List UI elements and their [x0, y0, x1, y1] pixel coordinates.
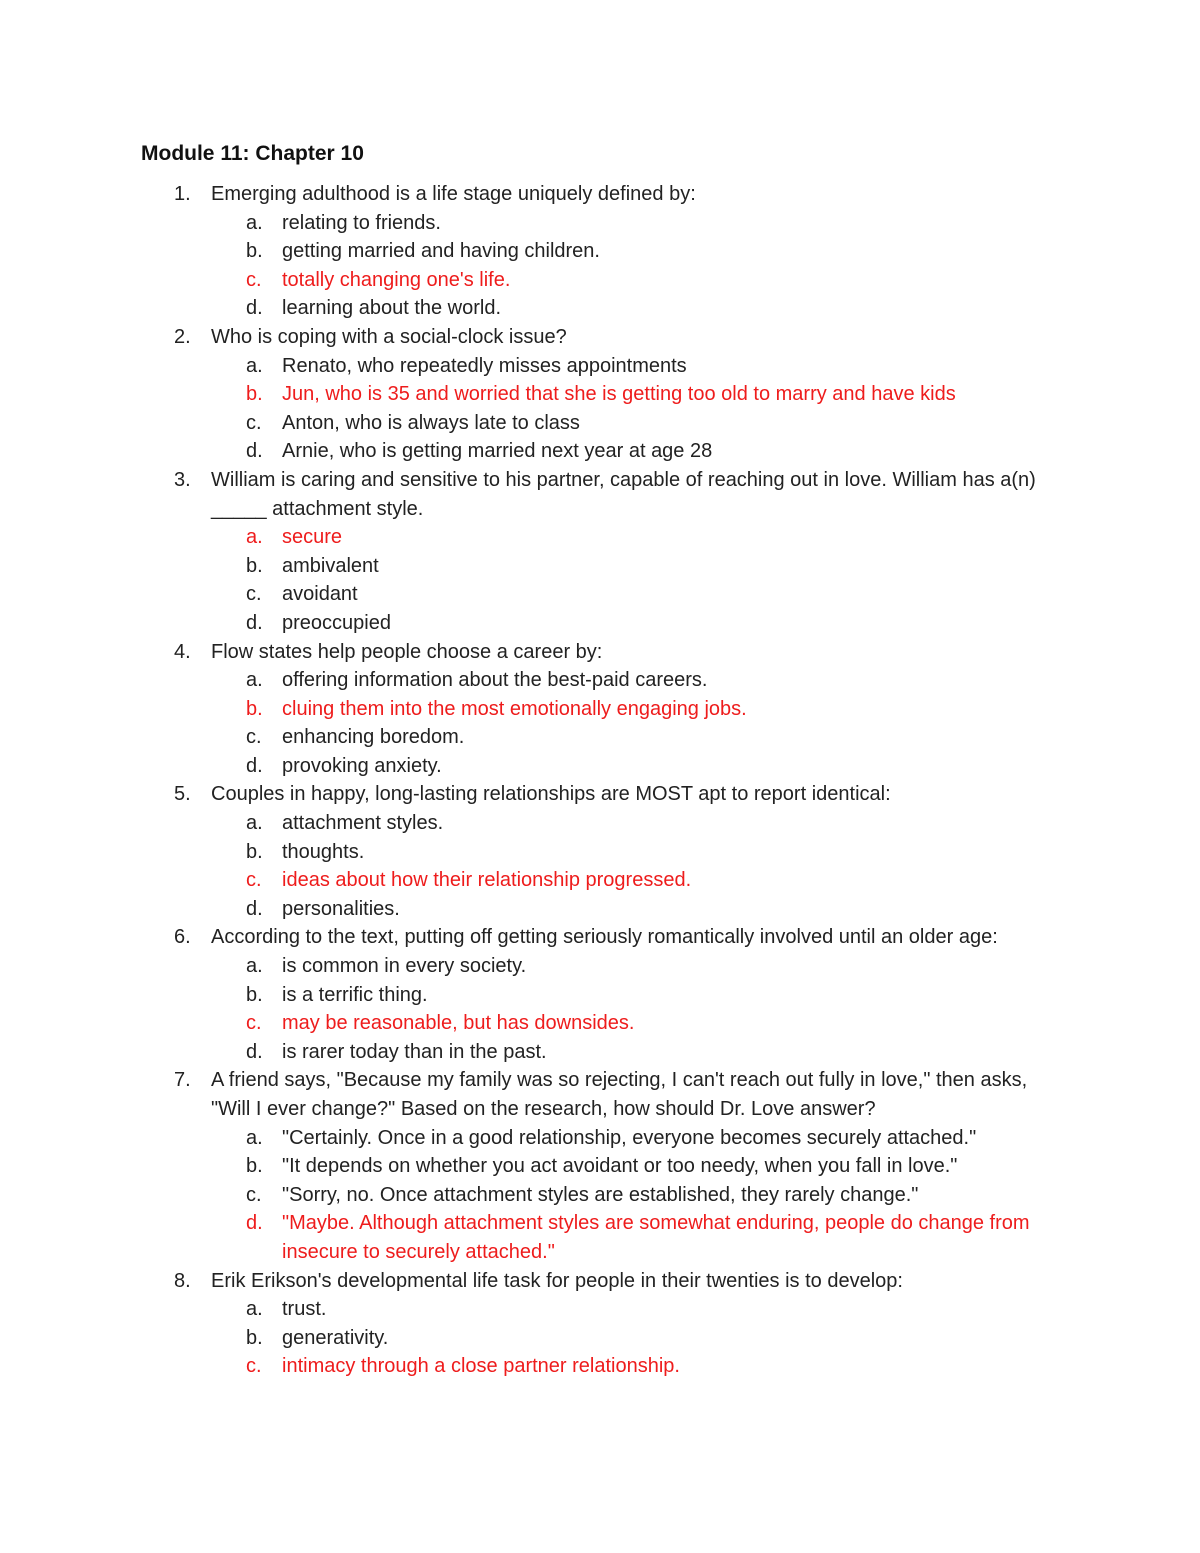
- option-letter: a.: [246, 526, 263, 549]
- option-letter: d.: [246, 611, 263, 634]
- option-letter: a.: [246, 354, 263, 377]
- option-text: attachment styles.: [282, 812, 444, 835]
- option-letter: c.: [246, 1355, 262, 1378]
- question-text: Couples in happy, long-lasting relationships are MOST apt to report identical:: [211, 783, 891, 806]
- option-letter: a.: [246, 1298, 263, 1321]
- option-letter: a.: [246, 812, 263, 835]
- option-text: provoking anxiety.: [282, 754, 442, 777]
- answer-option-correct: [0, 380, 1200, 409]
- option-text: cluing them into the most emotionally engaging jobs.: [282, 697, 747, 720]
- question-text: Who is coping with a social-clock issue?: [211, 325, 567, 348]
- question-number: 7.: [174, 1069, 191, 1092]
- answer-options: [0, 1295, 1200, 1381]
- option-text: learning about the world.: [282, 297, 502, 320]
- option-letter: c.: [246, 1183, 262, 1206]
- option-text: "Certainly. Once in a good relationship, everyone becomes securely attached.": [282, 1126, 977, 1149]
- option-letter: b.: [246, 1326, 263, 1349]
- option-text: "Maybe. Although attachment styles are somewhat enduring, people do change from insecure to securely attached.": [282, 1212, 1030, 1263]
- question-item: [0, 923, 1200, 1066]
- answer-option-correct: [0, 266, 1200, 295]
- answer-options: [0, 666, 1200, 780]
- option-letter: b.: [246, 1155, 263, 1178]
- option-text: preoccupied: [282, 611, 391, 634]
- answer-option: [0, 1152, 1200, 1181]
- answer-option: [0, 352, 1200, 381]
- option-text: secure: [282, 526, 343, 549]
- answer-option: [0, 209, 1200, 238]
- option-text: Arnie, who is getting married next year at age 28: [282, 440, 713, 463]
- answer-option: [0, 580, 1200, 609]
- option-letter: b.: [246, 240, 263, 263]
- question-text: According to the text, putting off getting seriously romantically involved until an older age:: [211, 926, 998, 949]
- answer-option: [0, 809, 1200, 838]
- answer-option-correct: [0, 866, 1200, 895]
- option-letter: b.: [246, 983, 263, 1006]
- option-letter: c.: [246, 1012, 262, 1035]
- option-letter: c.: [246, 268, 262, 291]
- option-letter: b.: [246, 383, 263, 406]
- option-letter: c.: [246, 583, 262, 606]
- option-letter: d.: [246, 297, 263, 320]
- answer-option: [0, 895, 1200, 924]
- answer-option: [0, 294, 1200, 323]
- answer-option: [0, 1295, 1200, 1324]
- answer-option: [0, 838, 1200, 867]
- answer-option: [0, 237, 1200, 266]
- option-text: thoughts.: [282, 840, 365, 863]
- answer-option: [0, 723, 1200, 752]
- option-letter: c.: [246, 869, 262, 892]
- option-letter: c.: [246, 411, 262, 434]
- answer-option: [0, 437, 1200, 466]
- option-text: getting married and having children.: [282, 240, 600, 263]
- answer-options: [0, 523, 1200, 637]
- option-text: may be reasonable, but has downsides.: [282, 1012, 635, 1035]
- option-letter: b.: [246, 554, 263, 577]
- option-text: trust.: [282, 1298, 327, 1321]
- option-letter: a.: [246, 955, 263, 978]
- option-text: offering information about the best-paid careers.: [282, 669, 708, 692]
- answer-option: [0, 609, 1200, 638]
- option-letter: b.: [246, 697, 263, 720]
- option-text: is a terrific thing.: [282, 983, 428, 1006]
- option-text: Renato, who repeatedly misses appointments: [282, 354, 687, 377]
- option-text: Jun, who is 35 and worried that she is getting too old to marry and have kids: [282, 383, 956, 406]
- answer-option: [0, 1181, 1200, 1210]
- question-item: [0, 1267, 1200, 1381]
- answer-options: [0, 809, 1200, 923]
- answer-options: [0, 352, 1200, 466]
- question-number: 2.: [174, 325, 191, 348]
- question-list: [0, 180, 1200, 1381]
- answer-option: [0, 1124, 1200, 1153]
- option-text: Anton, who is always late to class: [282, 411, 580, 434]
- answer-options: [0, 952, 1200, 1066]
- option-text: totally changing one's life.: [282, 268, 511, 291]
- answer-option: [0, 666, 1200, 695]
- answer-option: [0, 752, 1200, 781]
- answer-option: [0, 1038, 1200, 1067]
- question-text: A friend says, "Because my family was so rejecting, I can't reach out fully in love," then asks, "Will I ever change?" Based on the research, how should Dr. Love answer?: [211, 1069, 1028, 1120]
- option-letter: b.: [246, 840, 263, 863]
- question-number: 1.: [174, 183, 191, 205]
- answer-option-correct: [0, 695, 1200, 724]
- option-letter: d.: [246, 1212, 263, 1235]
- option-text: intimacy through a close partner relationship.: [282, 1355, 680, 1378]
- answer-options: [0, 209, 1200, 323]
- answer-option: [0, 1324, 1200, 1353]
- option-text: avoidant: [282, 583, 358, 606]
- answer-option: [0, 981, 1200, 1010]
- answer-option: [0, 409, 1200, 438]
- question-number: 6.: [174, 926, 191, 949]
- option-text: personalities.: [282, 897, 400, 920]
- question-number: 5.: [174, 783, 191, 806]
- option-text: enhancing boredom.: [282, 726, 465, 749]
- option-letter: a.: [246, 211, 263, 234]
- option-text: relating to friends.: [282, 211, 441, 234]
- option-letter: c.: [246, 726, 262, 749]
- question-item: [0, 638, 1200, 781]
- answer-option-correct: [0, 1209, 1200, 1266]
- page-title: Module 11: Chapter 10: [141, 142, 364, 165]
- option-letter: d.: [246, 754, 263, 777]
- question-item: [0, 323, 1200, 466]
- option-text: "It depends on whether you act avoidant or too needy, when you fall in love.": [282, 1155, 958, 1178]
- question-item: [0, 1066, 1200, 1266]
- option-letter: d.: [246, 1040, 263, 1063]
- question-text: William is caring and sensitive to his partner, capable of reaching out in love. William has a(n) _____ attachment style.: [211, 468, 1036, 520]
- question-item: [0, 466, 1200, 638]
- answer-option-correct: [0, 523, 1200, 552]
- question-number: 8.: [174, 1269, 191, 1292]
- question-number: 3.: [174, 468, 191, 491]
- question-item: [0, 780, 1200, 923]
- question-text: Flow states help people choose a career by:: [211, 640, 603, 663]
- answer-option: [0, 952, 1200, 981]
- option-letter: a.: [246, 1126, 263, 1149]
- option-text: ideas about how their relationship progressed.: [282, 869, 692, 892]
- answer-options: [0, 1124, 1200, 1267]
- option-text: generativity.: [282, 1326, 389, 1349]
- option-letter: d.: [246, 440, 263, 463]
- option-letter: d.: [246, 897, 263, 920]
- question-text: Erik Erikson's developmental life task for people in their twenties is to develop:: [211, 1269, 903, 1292]
- option-letter: a.: [246, 669, 263, 692]
- answer-option-correct: [0, 1009, 1200, 1038]
- question-number: 4.: [174, 640, 191, 663]
- question-text: Emerging adulthood is a life stage uniquely defined by:: [211, 183, 696, 205]
- option-text: is common in every society.: [282, 955, 527, 978]
- question-item: [0, 180, 1200, 323]
- option-text: "Sorry, no. Once attachment styles are established, they rarely change.": [282, 1183, 919, 1206]
- answer-option-correct: [0, 1352, 1200, 1381]
- option-text: ambivalent: [282, 554, 379, 577]
- option-text: is rarer today than in the past.: [282, 1040, 547, 1063]
- answer-option: [0, 552, 1200, 581]
